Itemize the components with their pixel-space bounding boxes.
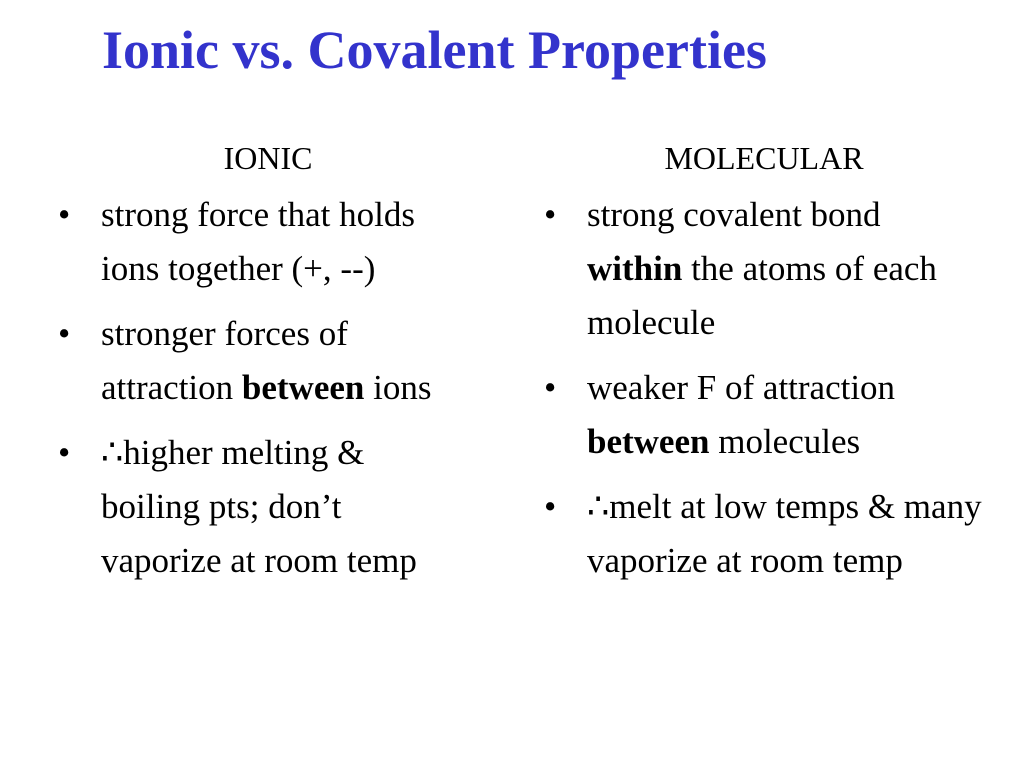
bullet-text-bold: between [241, 368, 365, 407]
ionic-column [58, 130, 458, 599]
bullet-icon: • [58, 195, 71, 234]
slide-title: Ionic vs. Covalent Properties [102, 20, 767, 80]
bullet-icon: • [544, 487, 557, 526]
bullet-text: ∴melt at low temps & many vaporize at room temp [587, 487, 982, 580]
ionic-heading: IONIC [223, 140, 313, 176]
bullet-text-bold: between [587, 422, 710, 461]
bullet-icon: • [58, 433, 71, 472]
ionic-bullet-item [58, 426, 458, 588]
bullet-text-post: the atoms of each molecule [587, 249, 937, 342]
bullet-icon: • [544, 195, 557, 234]
molecular-column [544, 130, 984, 599]
bullet-text-pre: strong covalent bond [587, 195, 881, 234]
ionic-bullet-list [58, 188, 458, 588]
ionic-bullet-item [58, 307, 458, 415]
bullet-icon: • [544, 368, 557, 407]
bullet-text-bold: within [587, 249, 683, 288]
molecular-bullet-item [544, 188, 984, 350]
molecular-bullet-list [544, 188, 984, 588]
molecular-heading: MOLECULAR [664, 140, 864, 176]
bullet-text-pre: stronger forces of attraction [101, 314, 348, 407]
bullet-text-post: molecules [709, 422, 861, 461]
bullet-text-pre: weaker F of attraction [587, 368, 896, 407]
bullet-text-post: ions [364, 368, 432, 407]
molecular-bullet-item [544, 480, 984, 588]
ionic-bullet-item [58, 188, 458, 296]
molecular-bullet-item [544, 361, 984, 469]
bullet-text: ∴higher melting & boiling pts; don’t vaporize at room temp [101, 433, 417, 580]
bullet-icon: • [58, 314, 71, 353]
bullet-text: strong force that holds ions together (+, --) [101, 195, 415, 288]
